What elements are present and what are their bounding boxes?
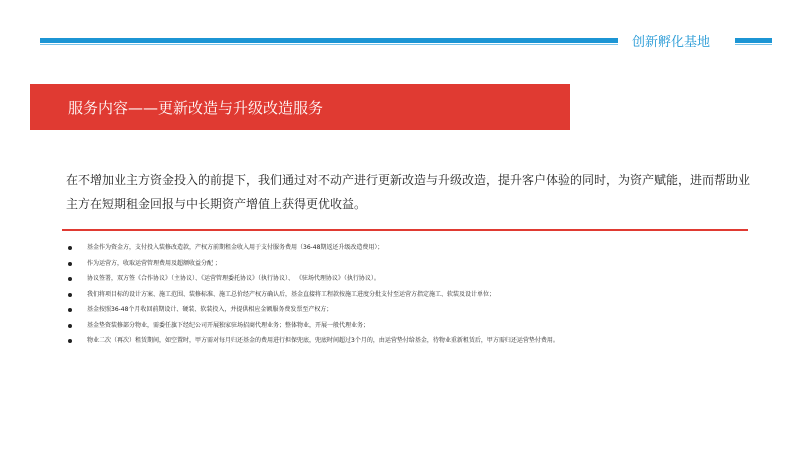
intro-paragraph xyxy=(66,168,751,216)
bullet-text: 物业二次（再次）租赁期间，如空置时，甲方需对每月归还基金的费用进行担保兜底，兜底时间超过3个月的，由运营垫付给基金，待物业重新租赁后，甲方需归还运营垫付费用。 xyxy=(87,337,559,344)
title-banner xyxy=(30,84,570,130)
intro-line-1: 在不增加业主方资金投入的前提下，我们通过对不动产进行更新改造与升级改造，提升客户体验的同时，为资产赋能，进而帮助业 xyxy=(66,173,751,187)
bullet-dot-icon xyxy=(68,293,72,297)
bullet-item xyxy=(68,287,758,303)
header-rule-left-thin xyxy=(40,44,618,45)
bullet-item xyxy=(68,240,758,256)
bullet-dot-icon xyxy=(68,324,72,328)
bullet-text: 作为运营方，收取运营管理费用及超额收益分配 ； xyxy=(87,259,221,267)
bullet-item xyxy=(68,333,758,349)
bullet-dot-icon xyxy=(68,339,72,343)
brand-label: 创新孵化基地 xyxy=(632,35,711,50)
section-divider xyxy=(62,229,748,231)
intro-line-2: 主方在短期租金回报与中长期资产增值上获得更优收益。 xyxy=(66,197,367,211)
bullet-dot-icon xyxy=(68,262,72,266)
bullet-dot-icon xyxy=(68,277,72,281)
header-rule-left xyxy=(40,38,618,43)
bullet-text: 基金垫资装修部分物业，需委任旗下经纪公司开展独家驻场招商代理业务；整体物业，开展一般代理业务； xyxy=(87,321,370,329)
header-rule-right xyxy=(735,38,772,43)
bullet-text: 我们将项目标的设计方案、施工范围、装修标准、施工总价经产权方确认后，基金直接将工程款按施工进度分批支付至运营方指定施工、软装及设计单位； xyxy=(87,290,496,298)
bullet-dot-icon xyxy=(68,308,72,312)
bullet-item xyxy=(68,318,758,334)
page-title: 服务内容——更新改造与升级改造服务 xyxy=(68,99,324,117)
bullet-item xyxy=(68,256,758,272)
bullet-text: 协议签署，双方签《合作协议》（主协议）、《运营管理委托协议》（执行协议）、 《驻场代理协议》（执行协议）。 xyxy=(87,275,380,282)
bullet-list xyxy=(68,240,758,349)
bullet-dot-icon xyxy=(68,246,72,250)
bullet-text: 基金作为资金方，支付投入装修改造款，产权方前期租金收入用于支付服务费用（36-48期返还升级改造费用）； xyxy=(87,244,384,251)
bullet-item xyxy=(68,271,758,287)
bullet-text: 基金按照36-48个月收回前期设计、硬装、软装投入，并提供相应金额服务费发票至产权方； xyxy=(87,306,333,313)
bullet-item xyxy=(68,302,758,318)
header-rule-right-thin xyxy=(735,44,772,45)
